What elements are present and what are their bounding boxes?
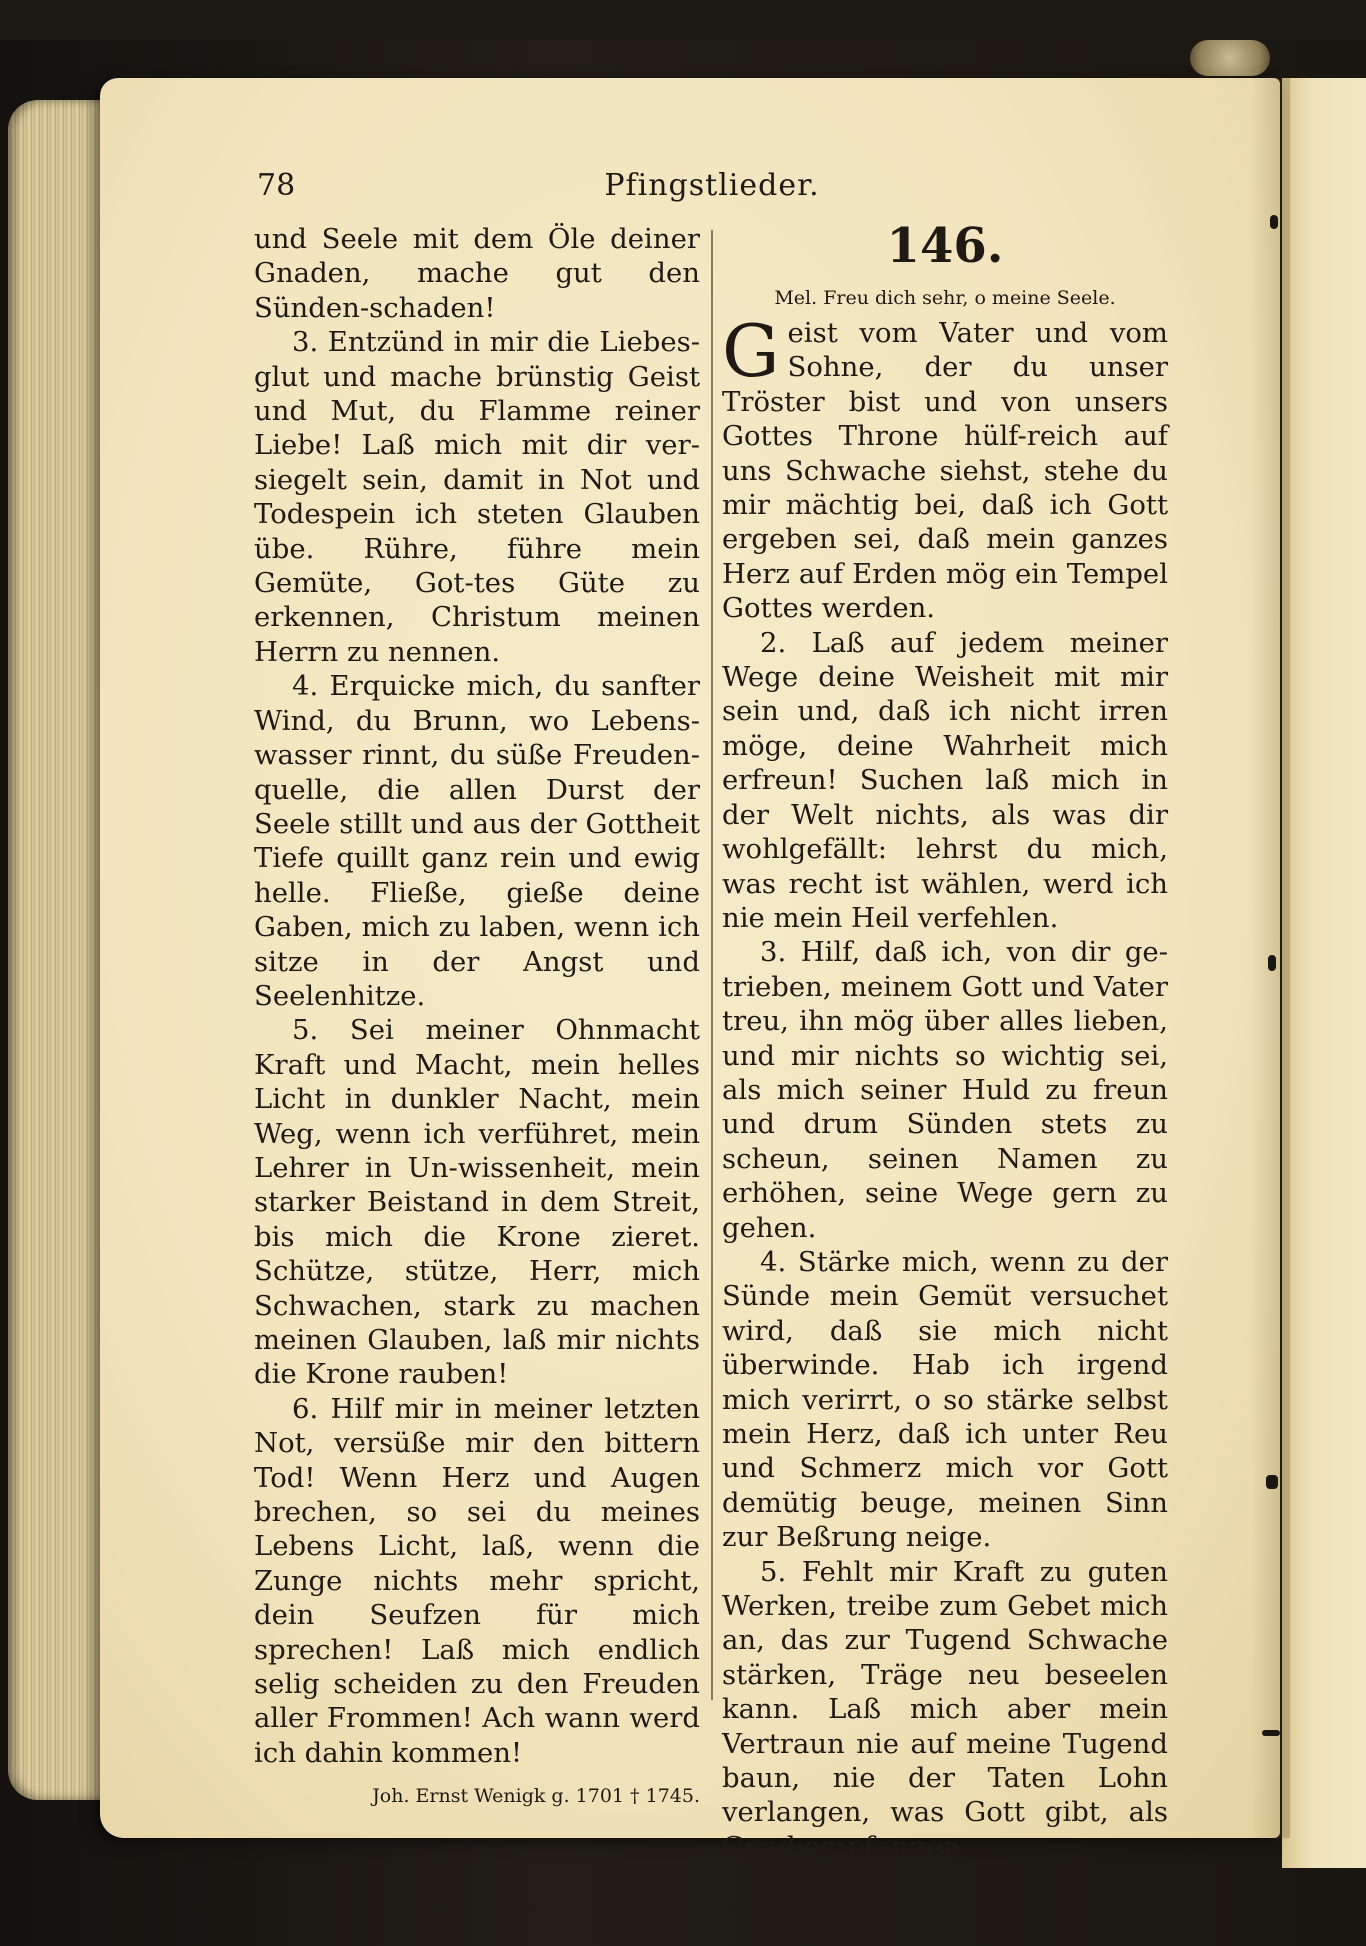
verse-1-text: eist vom Vater und vom Sohne, der du unser Tröster bist und von unsers Gottes Throne hülf-reich auf uns Schwache siehst, stehe du mir mächtig bei, daß ich Gott ergeben sei, daß mein ganzes Herz auf Erden mög ein Tempel Gottes werden. [722, 317, 1168, 625]
verse-4: 4. Stärke mich, wenn zu der Sünde mein Gemüt versuchet wird, daß sie mich nicht überwinde. Hab ich irgend mich verirrt, o so stärke selbst mein Herz, daß ich unter Reu und Schmerz mich vor Gott demütig beuge, meinen Sinn zur Beßrung neige. [722, 1245, 1168, 1554]
verse-2: 2. Laß auf jedem meiner Wege deine Weisheit mit mir sein und, daß ich nicht irren möge, deine Wahrheit mich erfreun! Suchen laß mich in der Welt nichts, als was dir wohlgefällt: lehrst du mich, was recht ist wählen, werd ich nie mein Heil verfehlen. [722, 626, 1168, 934]
verse-6: 6. Hilf mir in meiner letzten Not, versüße mir den bittern Tod! Wenn Herz und Augen brechen, so sei du meines Lebens Licht, laß, wenn die Zunge nichts mehr spricht, dein Seufzen für mich sprechen! Laß mich endlich selig scheiden zu den Freuden aller Frommen! Ach wann werd ich dahin kommen! [254, 1392, 700, 1769]
book-clasp [1190, 40, 1270, 76]
page-number: 78 [257, 168, 296, 203]
hymn-number: 146. [886, 218, 1004, 274]
ink-spot [1266, 1475, 1278, 1489]
column-divider [711, 230, 713, 1700]
ink-spot [1270, 215, 1278, 229]
drop-cap-initial: G [722, 309, 780, 393]
right-column [722, 218, 1168, 1864]
verse-3: 3. Hilf, daß ich, von dir ge-trieben, meinem Gott und Vater treu, ihn mög über alles lieben, und mir nichts so wichtig sei, als mich seiner Huld zu freun und drum Sünden stets zu scheun, seinen Namen zu erhöhen, seine Wege gern zu gehen. [722, 936, 1168, 1244]
running-head [252, 168, 1172, 212]
page-title: Pfingstlieder. [604, 168, 820, 203]
ink-spot [1262, 1730, 1280, 1736]
hymn-author: Joh. Ernst Wenigk g. 1701 † 1745. [372, 1785, 700, 1808]
verse-1 [722, 309, 1168, 626]
hymn-melody: Mel. Freu dich sehr, o meine Seele. [774, 287, 1116, 309]
verse-4: 4. Erquicke mich, du sanfter Wind, du Brunn, wo Lebens-wasser rinnt, du süße Freuden-quelle, die allen Durst der Seele stillt und aus der Gottheit Tiefe quillt ganz rein und ewig helle. Fließe, gieße deine Gaben, mich zu laben, wenn ich sitze in der Angst und Seelenhitze. [254, 670, 700, 1012]
verse-5: 5. Fehlt mir Kraft zu guten Werken, treibe zum Gebet mich an, das zur Tugend Schwache stärken, Träge neu beseelen kann. Laß mich aber mein Vertraun nie auf meine Tugend baun, nie der Taten Lohn verlangen, was Gott gibt, als Gnad empfangen [722, 1555, 1168, 1863]
ink-spot [1268, 955, 1276, 971]
left-column [254, 222, 700, 1810]
verse-continuation: und Seele mit dem Öle deiner Gnaden, mache gut den Sünden-schaden! [254, 223, 700, 324]
verse-5: 5. Sei meiner Ohnmacht Kraft und Macht, mein helles Licht in dunkler Nacht, mein Weg, wenn ich verführet, mein Lehrer in Un-wissenheit, mein starker Beistand in dem Streit, bis mich die Krone zieret. Schütze, stütze, Herr, mich Schwachen, stark zu machen meinen Glauben, laß mir nichts die Krone rauben! [254, 1014, 700, 1391]
verse-3: 3. Entzünd in mir die Liebes-glut und mache brünstig Geist und Mut, du Flamme reiner Liebe! Laß mich mit dir ver-siegelt sein, damit in Not und Todespein ich steten Glauben übe. Rühre, führe mein Gemüte, Got-tes Güte zu erkennen, Christum meinen Herrn zu nennen. [254, 326, 700, 668]
facing-page-edge [1282, 78, 1366, 1868]
